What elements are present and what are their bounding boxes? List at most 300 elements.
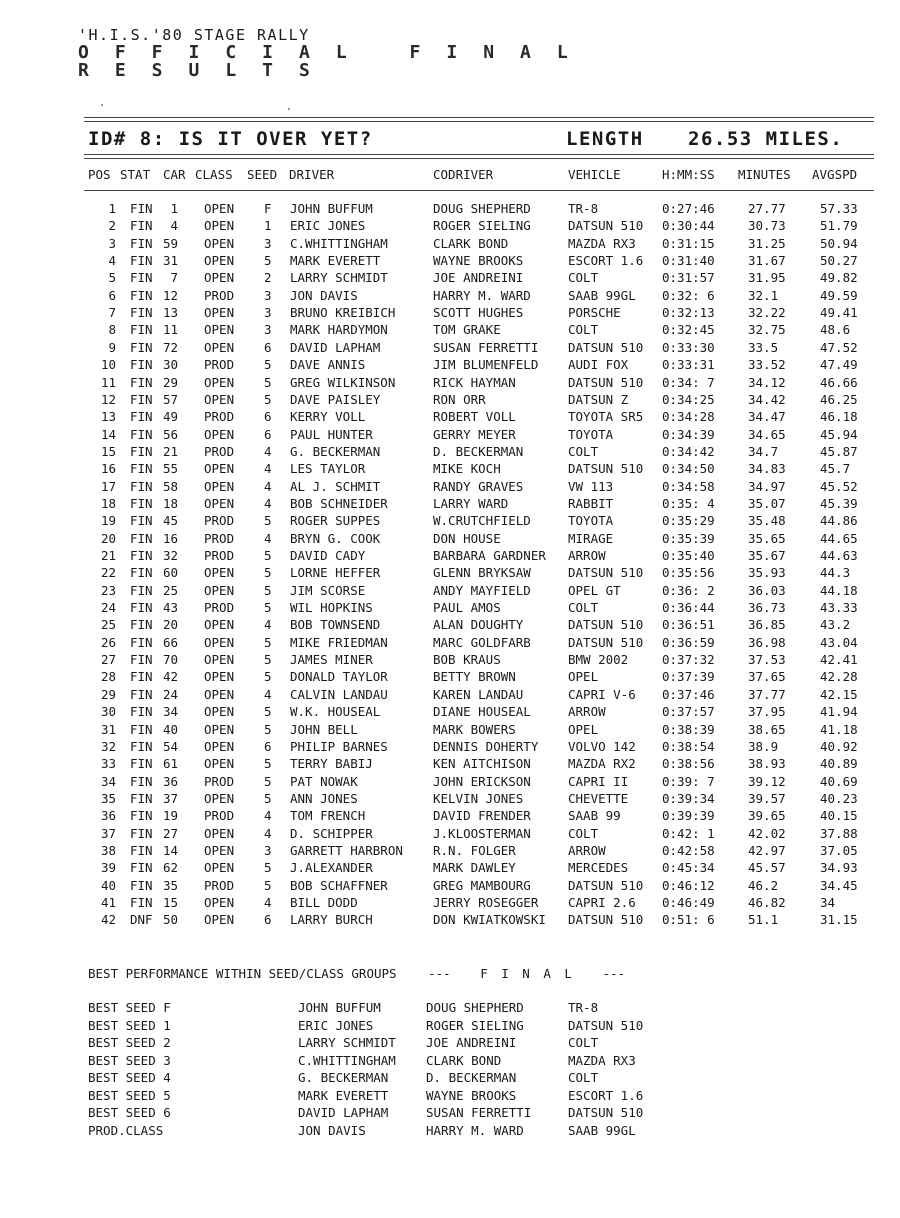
cell-codriver: W.CRUTCHFIELD [433,513,531,529]
cell-driver: JON DAVIS [290,287,358,303]
summary-title-row [88,966,625,981]
cell-class: OPEN [204,426,235,442]
cell-driver: ROGER SUPPES [290,513,381,529]
cell-avgspd: 44.18 [820,582,858,598]
cell-avgspd: 50.27 [820,253,858,269]
cell-class: OPEN [204,790,235,806]
summary-cell-vehicle: ESCORT 1.6 [568,1087,644,1103]
cell-pos: 13 [100,409,116,425]
cell-avgspd: 40.92 [820,738,858,754]
rally-name: 'H.I.S.'80 STAGE RALLY [78,26,310,44]
cell-driver: JAMES MINER [290,652,373,668]
cell-stat: FIN [130,669,153,685]
cell-class: OPEN [204,270,235,286]
cell-class: PROD [204,877,235,893]
cell-driver: CALVIN LANDAU [290,686,388,702]
summary-cell-vehicle: TR-8 [568,1000,599,1015]
cell-pos: 36 [100,808,116,824]
cell-car: 20 [162,617,178,633]
cell-vehicle: MAZDA RX3 [568,235,636,251]
cell-pos: 17 [100,478,116,494]
stage-title-row [88,128,868,152]
cell-minutes: 27.77 [748,201,786,216]
cell-vehicle: SAAB 99GL [568,287,636,303]
cell-car: 59 [162,235,178,251]
cell-minutes: 37.77 [748,686,786,702]
cell-codriver: JERRY ROSEGGER [433,895,539,910]
cell-class: OPEN [204,305,235,321]
cell-driver: KERRY VOLL [290,409,366,425]
cell-codriver: PAUL AMOS [433,600,501,616]
col-time: H:MM:SS [662,167,715,182]
cell-avgspd: 45.52 [820,478,858,494]
cell-pos: 12 [100,391,116,407]
divider [84,190,874,191]
summary-cell-vehicle: DATSUN 510 [568,1105,644,1120]
cell-class: PROD [204,773,235,789]
cell-pos: 35 [100,790,116,806]
cell-codriver: DON HOUSE [433,530,501,546]
cell-driver: DONALD TAYLOR [290,669,388,685]
cell-avgspd: 40.15 [820,808,858,824]
cell-car: 58 [162,478,178,494]
cell-pos: 38 [100,842,116,858]
summary-cell-driver: LARRY SCHMIDT [298,1035,396,1050]
cell-avgspd: 49.82 [820,270,858,286]
cell-time: 0:30:44 [662,218,715,234]
cell-class: OPEN [204,686,235,702]
cell-seed: 5 [264,721,272,737]
cell-driver: J.ALEXANDER [290,860,373,876]
cell-time: 0:38:56 [662,756,715,772]
cell-car: 50 [162,912,178,928]
cell-vehicle: COLT [568,322,599,338]
cell-class: OPEN [204,495,235,511]
cell-time: 0:36:51 [662,617,715,633]
cell-pos: 42 [100,912,116,928]
cell-class: OPEN [204,235,235,251]
cell-stat: FIN [130,842,153,858]
cell-codriver: WAYNE BROOKS [433,253,524,269]
cell-time: 0:35:40 [662,548,715,563]
cell-car: 40 [162,721,178,737]
summary-cell-vehicle: COLT [568,1070,599,1085]
cell-vehicle: DATSUN 510 [568,461,644,477]
cell-stat: FIN [130,391,153,407]
cell-driver: DAVE PAISLEY [290,391,381,407]
cell-seed: 3 [264,322,272,338]
cell-car: 16 [162,530,178,546]
cell-codriver: D. BECKERMAN [433,443,524,459]
cell-avgspd: 34 [820,895,836,910]
summary-cell-codriver: SUSAN FERRETTI [426,1105,532,1120]
cell-minutes: 35.65 [748,530,786,546]
summary-cell-codriver: DOUG SHEPHERD [426,1000,524,1015]
divider [84,121,874,122]
cell-time: 0:38:54 [662,738,715,754]
cell-time: 0:42:58 [662,842,715,858]
summary-cell-codriver: D. BECKERMAN [426,1070,517,1085]
cell-minutes: 35.67 [748,548,786,563]
cell-codriver: GREG MAMBOURG [433,877,531,893]
cell-stat: FIN [130,357,153,373]
summary-cell-codriver: WAYNE BROOKS [426,1087,517,1103]
cell-seed: 5 [264,357,272,373]
cell-car: 57 [162,391,178,407]
cell-vehicle: COLT [568,600,599,616]
cell-car: 12 [162,287,178,303]
cell-seed: 3 [264,287,272,303]
cell-class: OPEN [204,912,235,928]
cell-driver: JOHN BUFFUM [290,201,373,216]
cell-driver: G. BECKERMAN [290,443,381,459]
cell-time: 0:35:39 [662,530,715,546]
cell-driver: LARRY SCHMIDT [290,270,388,286]
cell-pos: 11 [100,374,116,390]
summary-cell-codriver: JOE ANDREINI [426,1035,517,1050]
cell-minutes: 32.1 [748,287,779,303]
cell-car: 18 [162,495,178,511]
cell-vehicle: OPEL [568,669,599,685]
cell-minutes: 42.97 [748,842,786,858]
cell-class: OPEN [204,582,235,598]
cell-codriver: SUSAN FERRETTI [433,339,539,355]
cell-class: OPEN [204,669,235,685]
cell-avgspd: 45.94 [820,426,858,442]
cell-car: 42 [162,669,178,685]
cell-class: PROD [204,443,235,459]
cell-stat: FIN [130,895,153,910]
cell-class: OPEN [204,322,235,338]
cell-pos: 1 [108,201,116,216]
cell-time: 0:31:15 [662,235,715,251]
cell-class: OPEN [204,738,235,754]
cell-class: OPEN [204,652,235,668]
cell-class: PROD [204,287,235,303]
cell-pos: 27 [100,652,116,668]
cell-vehicle: CAPRI V-6 [568,686,636,702]
cell-driver: C.WHITTINGHAM [290,235,388,251]
cell-stat: FIN [130,548,153,563]
cell-vehicle: COLT [568,443,599,459]
cell-class: OPEN [204,617,235,633]
cell-class: PROD [204,357,235,373]
cell-time: 0:35:29 [662,513,715,529]
cell-codriver: MARK BOWERS [433,721,516,737]
cell-time: 0:32:45 [662,322,715,338]
cell-time: 0:39:34 [662,790,715,806]
cell-seed: 3 [264,305,272,321]
cell-minutes: 32.75 [748,322,786,338]
cell-pos: 18 [100,495,116,511]
cell-avgspd: 57.33 [820,201,858,216]
cell-stat: FIN [130,756,153,772]
cell-avgspd: 45.87 [820,443,858,459]
summary-cell-group: BEST SEED 5 [88,1087,171,1103]
length-label: LENGTH [566,128,644,150]
summary-cell-vehicle: SAAB 99GL [568,1122,636,1138]
cell-codriver: ROBERT VOLL [433,409,516,425]
summary-cell-vehicle: DATSUN 510 [568,1017,644,1033]
cell-avgspd: 40.69 [820,773,858,789]
cell-pos: 22 [100,565,116,581]
cell-driver: LARRY BURCH [290,912,373,928]
cell-time: 0:46:49 [662,895,715,910]
cell-seed: 5 [264,374,272,390]
cell-pos: 26 [100,634,116,650]
cell-vehicle: CAPRI 2.6 [568,895,636,910]
cell-driver: BOB SCHNEIDER [290,495,388,511]
cell-seed: 5 [264,600,272,616]
cell-class: PROD [204,600,235,616]
cell-stat: FIN [130,582,153,598]
cell-stat: FIN [130,409,153,425]
col-minutes: MINUTES [738,167,791,182]
cell-avgspd: 49.41 [820,305,858,321]
cell-minutes: 34.42 [748,391,786,407]
cell-pos: 9 [108,339,116,355]
cell-seed: 4 [264,530,272,546]
cell-minutes: 36.98 [748,634,786,650]
cell-avgspd: 43.2 [820,617,851,633]
cell-pos: 31 [100,721,116,737]
cell-codriver: ANDY MAYFIELD [433,582,531,598]
cell-stat: FIN [130,218,153,234]
cell-codriver: DOUG SHEPHERD [433,201,531,216]
cell-driver: PAUL HUNTER [290,426,373,442]
cell-avgspd: 46.18 [820,409,858,425]
cell-stat: FIN [130,426,153,442]
summary-cell-codriver: CLARK BOND [426,1052,502,1068]
cell-seed: 4 [264,895,272,910]
cell-time: 0:34: 7 [662,374,715,390]
cell-vehicle: PORSCHE [568,305,621,321]
cell-car: 55 [162,461,178,477]
cell-avgspd: 47.49 [820,357,858,373]
cell-car: 15 [162,895,178,910]
cell-vehicle: VOLVO 142 [568,738,636,754]
cell-car: 43 [162,600,178,616]
cell-driver: BILL DODD [290,895,358,910]
cell-pos: 19 [100,513,116,529]
cell-minutes: 46.82 [748,895,786,910]
cell-avgspd: 42.15 [820,686,858,702]
cell-car: 45 [162,513,178,529]
cell-avgspd: 48.6 [820,322,851,338]
cell-seed: 5 [264,253,272,269]
cell-seed: 5 [264,756,272,772]
cell-avgspd: 40.23 [820,790,858,806]
cell-seed: F [264,201,272,216]
cell-time: 0:37:57 [662,704,715,720]
cell-codriver: GLENN BRYKSAW [433,565,531,581]
cell-stat: FIN [130,478,153,494]
cell-class: OPEN [204,218,235,234]
cell-car: 30 [162,357,178,373]
col-vehicle: VEHICLE [568,167,621,182]
cell-seed: 6 [264,912,272,928]
cell-stat: FIN [130,305,153,321]
cell-driver: MIKE FRIEDMAN [290,634,388,650]
length-value: 26.53 MILES. [688,128,844,150]
cell-car: 14 [162,842,178,858]
cell-avgspd: 45.39 [820,495,858,511]
cell-seed: 4 [264,478,272,494]
cell-codriver: SCOTT HUGHES [433,305,524,321]
cell-vehicle: COLT [568,825,599,841]
cell-codriver: GERRY MEYER [433,426,516,442]
cell-car: 70 [162,652,178,668]
cell-vehicle: DATSUN 510 [568,634,644,650]
cell-pos: 29 [100,686,116,702]
cell-vehicle: SAAB 99 [568,808,621,824]
cell-time: 0:34:39 [662,426,715,442]
cell-seed: 4 [264,461,272,477]
cell-seed: 5 [264,652,272,668]
cell-car: 29 [162,374,178,390]
cell-time: 0:38:39 [662,721,715,737]
cell-vehicle: OPEL [568,721,599,737]
cell-time: 0:36:59 [662,634,715,650]
cell-class: OPEN [204,565,235,581]
cell-car: 36 [162,773,178,789]
cell-seed: 4 [264,495,272,511]
summary-cell-group: BEST SEED 6 [88,1105,171,1120]
cell-codriver: KAREN LANDAU [433,686,524,702]
cell-class: OPEN [204,461,235,477]
cell-codriver: CLARK BOND [433,235,509,251]
summary-title: BEST PERFORMANCE WITHIN SEED/CLASS GROUPS [88,966,397,981]
cell-stat: FIN [130,374,153,390]
cell-car: 61 [162,756,178,772]
cell-stat: FIN [130,738,153,754]
cell-vehicle: DATSUN Z [568,391,629,407]
cell-driver: MARK EVERETT [290,253,381,269]
cell-minutes: 35.93 [748,565,786,581]
cell-minutes: 34.83 [748,461,786,477]
cell-stat: FIN [130,201,153,216]
cell-avgspd: 42.28 [820,669,858,685]
cell-vehicle: VW 113 [568,478,614,494]
cell-seed: 5 [264,391,272,407]
summary-cell-codriver: HARRY M. WARD [426,1122,524,1138]
cell-pos: 3 [108,235,116,251]
summary-cell-vehicle: MAZDA RX3 [568,1052,636,1068]
cell-minutes: 30.73 [748,218,786,234]
cell-vehicle: MAZDA RX2 [568,756,636,772]
cell-vehicle: BMW 2002 [568,652,629,668]
cell-pos: 7 [108,305,116,321]
cell-car: 34 [162,704,178,720]
col-stat: STAT [120,167,151,182]
cell-car: 25 [162,582,178,598]
summary-dash-right: --- [602,966,626,981]
cell-pos: 23 [100,582,116,598]
cell-minutes: 35.07 [748,495,786,511]
cell-codriver: DIANE HOUSEAL [433,704,531,720]
cell-vehicle: DATSUN 510 [568,617,644,633]
cell-stat: FIN [130,235,153,251]
cell-seed: 4 [264,443,272,459]
cell-minutes: 34.97 [748,478,786,494]
cell-vehicle: TOYOTA [568,426,614,442]
cell-avgspd: 49.59 [820,287,858,303]
cell-pos: 16 [100,461,116,477]
cell-pos: 21 [100,548,116,563]
cell-minutes: 46.2 [748,877,779,893]
cell-codriver: BARBARA GARDNER [433,548,546,563]
cell-minutes: 39.57 [748,790,786,806]
cell-seed: 6 [264,738,272,754]
cell-time: 0:33:31 [662,357,715,373]
cell-avgspd: 44.86 [820,513,858,529]
cell-pos: 14 [100,426,116,442]
cell-stat: FIN [130,339,153,355]
cell-pos: 15 [100,443,116,459]
cell-seed: 5 [264,773,272,789]
cell-time: 0:35: 4 [662,495,715,511]
cell-stat: FIN [130,565,153,581]
cell-driver: GARRETT HARBRON [290,842,403,858]
cell-avgspd: 37.88 [820,825,858,841]
cell-driver: BOB SCHAFFNER [290,877,388,893]
cell-time: 0:39: 7 [662,773,715,789]
cell-avgspd: 41.94 [820,704,858,720]
cell-vehicle: CAPRI II [568,773,629,789]
cell-time: 0:42: 1 [662,825,715,841]
cell-vehicle: TR-8 [568,201,599,216]
cell-vehicle: COLT [568,270,599,286]
cell-seed: 5 [264,565,272,581]
col-driver: DRIVER [289,167,335,182]
cell-codriver: BOB KRAUS [433,652,501,668]
cell-vehicle: OPEL GT [568,582,621,598]
cell-avgspd: 31.15 [820,912,858,928]
divider [84,117,874,118]
cell-car: 72 [162,339,178,355]
cell-driver: ERIC JONES [290,218,366,234]
cell-seed: 5 [264,548,272,563]
cell-minutes: 42.02 [748,825,786,841]
cell-stat: FIN [130,600,153,616]
cell-stat: FIN [130,253,153,269]
cell-stat: DNF [130,912,153,928]
cell-stat: FIN [130,270,153,286]
cell-codriver: RANDY GRAVES [433,478,524,494]
cell-driver: D. SCHIPPER [290,825,373,841]
cell-seed: 5 [264,877,272,893]
cell-vehicle: DATSUN 510 [568,339,644,355]
col-codriver: CODRIVER [433,167,494,182]
cell-codriver: JIM BLUMENFELD [433,357,539,373]
cell-stat: FIN [130,686,153,702]
col-class: CLASS [195,167,233,182]
cell-stat: FIN [130,443,153,459]
divider [84,158,874,159]
cell-class: OPEN [204,842,235,858]
cell-driver: WIL HOPKINS [290,600,373,616]
cell-car: 31 [162,253,178,269]
cell-vehicle: ESCORT 1.6 [568,253,644,269]
cell-codriver: MARC GOLDFARB [433,634,531,650]
cell-minutes: 33.52 [748,357,786,373]
cell-seed: 4 [264,825,272,841]
cell-stat: FIN [130,808,153,824]
cell-minutes: 34.47 [748,409,786,425]
cell-minutes: 31.25 [748,235,786,251]
cell-driver: JOHN BELL [290,721,358,737]
cell-class: OPEN [204,756,235,772]
